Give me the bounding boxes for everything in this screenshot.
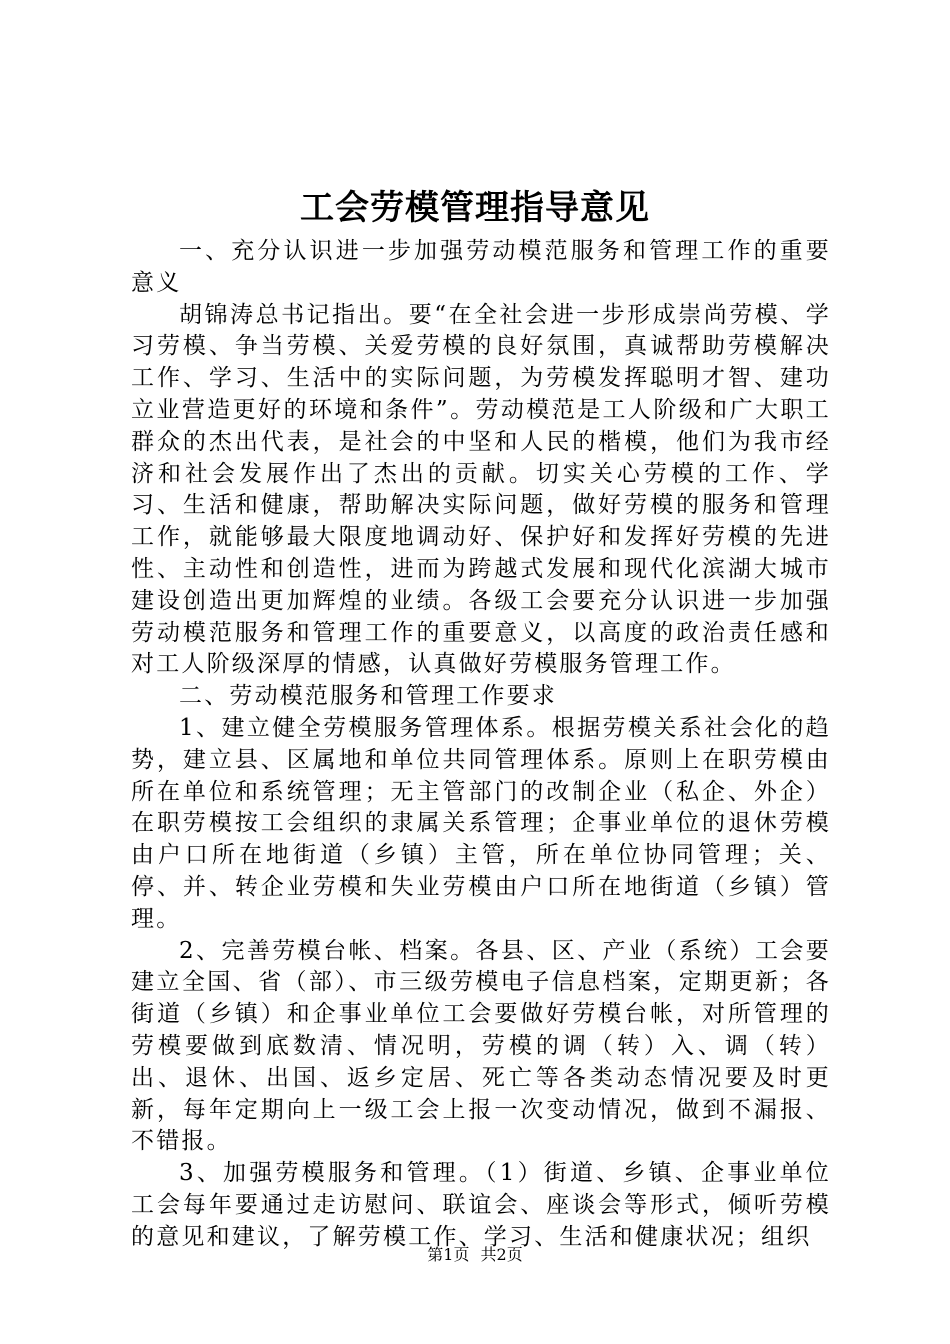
paragraph: 3、加强劳模服务和管理。（1）街道、乡镇、企事业单位工会每年要通过走访慰问、联谊会、座谈会等形式，倾听劳模的意见和建议，了解劳模工作、学习、生活和健康状况；组织 [131, 1160, 831, 1250]
paragraph: 胡锦涛总书记指出。要“在全社会进一步形成崇尚劳模、学习劳模、争当劳模、关爱劳模的良好氛围，真诚帮助劳模解决工作、学习、生活中的实际问题，为劳模发挥聪明才智、建功立业营造更好的环境和条件”。劳动模范是工人阶级和广大职工群众的杰出代表，是社会的中坚和人民的楷模，他们为我市经济和社会发展作出了杰出的贡献。切实关心劳模的工作、学习、生活和健康，帮助解决实际问题，做好劳模的服务和管理工作，就能够最大限度地调动好、保护好和发挥好劳模的先进性、主动性和创造性，进而为跨越式发展和现代化滨湖大城市建设创造出更加辉煌的业绩。各级工会要充分认识进一步加强劳动模范服务和管理工作的重要意义，以高度的政治责任感和对工人阶级深厚的情感，认真做好劳模服务管理工作。 [131, 301, 831, 678]
document-body [131, 236, 831, 1254]
page-number: 第1页 [427, 1245, 470, 1264]
section-heading-1: 一、充分认识进一步加强劳动模范服务和管理工作的重要意义 [131, 238, 831, 296]
page-total: 共2页 [480, 1245, 523, 1264]
document-title: 工会劳模管理指导意见 [300, 188, 650, 228]
paragraph: 2、完善劳模台帐、档案。各县、区、产业（系统）工会要建立全国、省（部）、市三级劳模电子信息档案，定期更新；各街道（乡镇）和企事业单位工会要做好劳模台帐，对所管理的劳模要做到底数清、情况明，劳模的调（转）入、调（转）出、退休、出国、返乡定居、死亡等各类动态情况要及时更新，每年定期向上一级工会上报一次变动情况，做到不漏报、不错报。 [131, 937, 831, 1155]
page-footer [0, 1244, 950, 1266]
section-heading-2: 二、劳动模范服务和管理工作要求 [179, 683, 557, 710]
paragraph: 1、建立健全劳模服务管理体系。根据劳模关系社会化的趋势，建立县、区属地和单位共同管理体系。原则上在职劳模由所在单位和系统管理；无主管部门的改制企业（私企、外企）在职劳模按工会组织的隶属关系管理；企事业单位的退休劳模由户口所在地街道（乡镇）主管，所在单位协同管理；关、停、并、转企业劳模和失业劳模由户口所在地街道（乡镇）管理。 [131, 714, 831, 932]
